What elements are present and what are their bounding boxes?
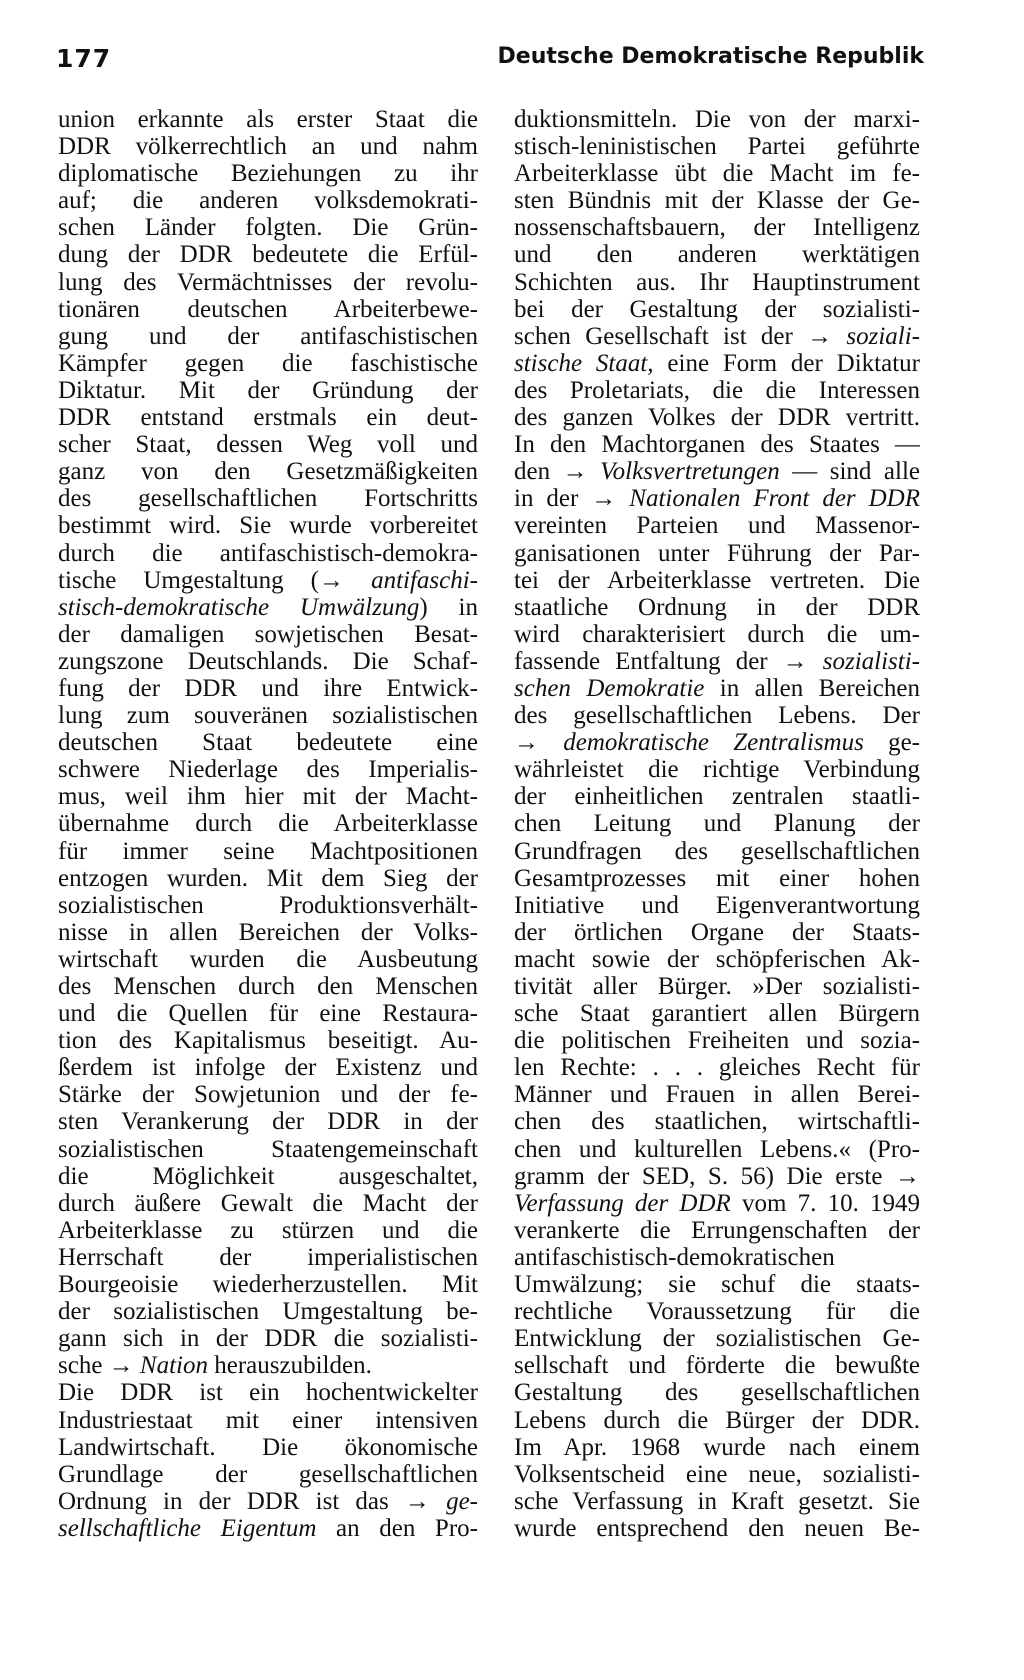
text-segment: bei der Gestaltung der sozialisti- xyxy=(514,295,920,323)
text-segment: Grundfragen des gesellschaftlichen xyxy=(514,837,920,865)
text-line xyxy=(514,783,920,810)
text-line xyxy=(58,431,478,458)
text-segment: vom 7. 10. 1949 xyxy=(730,1189,920,1217)
text-segment: macht sowie der schöpferischen Ak- xyxy=(514,945,920,973)
text-line xyxy=(514,1298,920,1325)
text-line xyxy=(58,675,478,702)
text-line xyxy=(514,1407,920,1434)
text-line xyxy=(58,1217,478,1244)
text-segment: deutschen Staat bedeutete eine xyxy=(58,729,478,757)
text-segment: eine Form der Diktatur xyxy=(653,349,920,377)
text-line xyxy=(58,1352,478,1379)
text-line xyxy=(58,1515,478,1542)
text-line xyxy=(58,404,478,431)
text-segment: dung der DDR bedeutete die Erfül- xyxy=(58,241,478,269)
text-line xyxy=(58,892,478,919)
italic-cross-reference: sozialisti- xyxy=(822,647,920,675)
text-segment: herauszubilden. xyxy=(208,1352,372,1380)
italic-cross-reference: stisch-demokratische Umwälzung xyxy=(58,593,420,621)
text-segment: sozialistischen Staatengemeinschaft xyxy=(58,1135,478,1163)
text-segment: gung und der antifaschistischen xyxy=(58,322,478,350)
text-line xyxy=(514,512,920,539)
text-segment: fassende Entfaltung der → xyxy=(514,647,823,675)
text-segment: an den Pro- xyxy=(316,1514,478,1542)
text-line xyxy=(514,1027,920,1054)
text-line xyxy=(58,350,478,377)
text-segment: DDR völkerrechtlich an und nahm xyxy=(58,133,478,161)
text-segment: die politischen Freiheiten und sozia- xyxy=(514,1027,920,1055)
text-line xyxy=(514,1379,920,1406)
text-segment: ganisationen unter Führung der Par- xyxy=(514,539,920,567)
text-segment: Grundlage der gesellschaftlichen xyxy=(58,1460,478,1488)
text-segment: sellschaft und förderte die bewußte xyxy=(514,1352,920,1380)
text-line xyxy=(58,1081,478,1108)
text-segment: und die Quellen für eine Restaura- xyxy=(58,1000,478,1028)
text-line xyxy=(58,973,478,1000)
text-segment: sozialistischen Produktionsverhält- xyxy=(58,891,478,919)
text-segment: des Proletariats, die die Interessen xyxy=(514,376,920,404)
text-segment: und den anderen werktätigen xyxy=(514,241,920,269)
text-line xyxy=(58,1407,478,1434)
text-line xyxy=(58,458,478,485)
text-line xyxy=(514,892,920,919)
text-line xyxy=(514,1217,920,1244)
text-line xyxy=(58,729,478,756)
text-segment: gramm der SED, S. 56) Die erste → xyxy=(514,1162,920,1190)
text-segment: sche Staat garantiert allen Bürgern xyxy=(514,1000,920,1028)
text-segment: Herrschaft der imperialistischen xyxy=(58,1243,478,1271)
text-segment: Gesamtprozesses mit einer hohen xyxy=(514,864,920,892)
text-segment: nossenschaftsbauern, der Intelligenz xyxy=(514,214,920,242)
text-line xyxy=(58,214,478,241)
text-segment: den → xyxy=(514,458,601,486)
text-line xyxy=(514,1000,920,1027)
text-segment: chen Leitung und Planung der xyxy=(514,810,920,838)
text-segment: schen Länder folgten. Die Grün- xyxy=(58,214,478,242)
text-line xyxy=(58,783,478,810)
text-segment: Volksentscheid eine neue, sozialisti- xyxy=(514,1460,920,1488)
text-segment: Männer und Frauen in allen Berei- xyxy=(514,1081,920,1109)
text-line xyxy=(514,1488,920,1515)
text-line xyxy=(58,1488,478,1515)
text-segment: bestimmt wird. Sie wurde vorbereitet xyxy=(58,512,478,540)
text-segment: Stärke der Sowjetunion und der fe- xyxy=(58,1081,478,1109)
text-line xyxy=(58,1379,478,1406)
text-segment: ) in xyxy=(419,593,478,621)
text-segment: Initiative und Eigenverantwortung xyxy=(514,891,920,919)
text-line xyxy=(514,431,920,458)
text-line xyxy=(58,1000,478,1027)
text-segment: tische Umgestaltung (→ xyxy=(58,566,372,594)
text-line xyxy=(58,1298,478,1325)
text-line xyxy=(514,1515,920,1542)
text-segment: Lebens durch die Bürger der DDR. xyxy=(514,1406,920,1434)
text-line xyxy=(514,1271,920,1298)
text-segment: der örtlichen Organe der Staats- xyxy=(514,918,920,946)
text-segment: Arbeiterklasse zu stürzen und die xyxy=(58,1216,478,1244)
text-line xyxy=(514,160,920,187)
text-line xyxy=(58,106,478,133)
text-line xyxy=(58,133,478,160)
text-segment: rechtliche Voraussetzung für die xyxy=(514,1298,920,1326)
italic-cross-reference: soziali- xyxy=(846,322,920,350)
text-column-left xyxy=(58,106,478,1542)
text-segment: schen Gesellschaft ist der → xyxy=(514,322,847,350)
text-segment: sten Verankerung der DDR in der xyxy=(58,1108,478,1136)
text-line xyxy=(58,702,478,729)
text-segment: gann sich in der DDR die sozialisti- xyxy=(58,1325,478,1353)
text-line xyxy=(58,1271,478,1298)
text-segment: chen des staatlichen, wirtschaftli- xyxy=(514,1108,920,1136)
text-line xyxy=(514,540,920,567)
text-segment: ge- xyxy=(863,729,920,757)
text-segment: DDR entstand erstmals ein deut- xyxy=(58,404,478,432)
text-segment: die Möglichkeit ausgeschaltet, xyxy=(58,1162,478,1190)
text-segment: Industriestaat mit einer intensiven xyxy=(58,1406,478,1434)
text-segment: mus, weil ihm hier mit der Macht- xyxy=(58,783,478,811)
text-segment: Die DDR ist ein hochentwickelter xyxy=(58,1379,478,1407)
text-line xyxy=(514,756,920,783)
text-segment: tei der Arbeiterklasse vertreten. Die xyxy=(514,566,920,594)
text-line xyxy=(58,919,478,946)
text-segment: der sozialistischen Umgestaltung be- xyxy=(58,1298,478,1326)
text-segment: duktionsmitteln. Die von der marxi- xyxy=(514,106,920,133)
italic-cross-reference: antifaschi- xyxy=(371,566,478,594)
text-line xyxy=(514,1054,920,1081)
text-segment: des gesellschaftlichen Fortschritts xyxy=(58,485,478,513)
italic-cross-reference: Volksvertretungen xyxy=(600,458,780,486)
text-segment: durch äußere Gewalt die Macht der xyxy=(58,1189,478,1217)
text-line xyxy=(58,323,478,350)
text-segment: Landwirtschaft. Die ökonomische xyxy=(58,1433,478,1461)
text-segment: lung zum souveränen sozialistischen xyxy=(58,702,478,730)
text-segment: Bourgeoisie wiederherzustellen. Mit xyxy=(58,1271,478,1299)
text-line xyxy=(514,810,920,837)
italic-cross-reference: Nation xyxy=(139,1352,208,1380)
italic-cross-reference: stische Staat, xyxy=(514,349,654,377)
text-segment: Umwälzung; sie schuf die staats- xyxy=(514,1271,920,1299)
text-line xyxy=(514,1108,920,1135)
text-segment: staatliche Ordnung in der DDR xyxy=(514,593,920,621)
text-segment: sche → xyxy=(58,1352,140,1380)
text-line xyxy=(58,838,478,865)
italic-cross-reference: ge- xyxy=(446,1487,478,1515)
text-line xyxy=(58,241,478,268)
text-line xyxy=(514,350,920,377)
text-line xyxy=(514,1352,920,1379)
text-segment: vereinten Parteien und Massenor- xyxy=(514,512,920,540)
text-segment: len Rechte: . . . gleiches Recht für xyxy=(514,1054,920,1082)
text-segment: → xyxy=(514,729,564,757)
text-segment: der einheitlichen zentralen staatli- xyxy=(514,783,920,811)
text-line xyxy=(58,1434,478,1461)
text-segment: Entwicklung der sozialistischen Ge- xyxy=(514,1325,920,1353)
text-segment: Schichten aus. Ihr Hauptinstrument xyxy=(514,268,920,296)
text-line xyxy=(514,404,920,431)
text-segment: nisse in allen Bereichen der Volks- xyxy=(58,918,478,946)
text-line xyxy=(58,512,478,539)
text-segment: übernahme durch die Arbeiterklasse xyxy=(58,810,478,838)
text-line xyxy=(514,377,920,404)
text-line xyxy=(58,160,478,187)
text-segment: stisch-leninistischen Partei geführte xyxy=(514,133,920,161)
text-line xyxy=(514,1136,920,1163)
text-line xyxy=(58,1027,478,1054)
text-segment: Im Apr. 1968 wurde nach einem xyxy=(514,1433,920,1461)
italic-cross-reference: demokratische Zentralismus xyxy=(563,729,864,757)
text-segment: diplomatische Beziehungen zu ihr xyxy=(58,160,478,188)
text-line xyxy=(514,485,920,512)
text-line xyxy=(58,187,478,214)
text-segment: In den Machtorganen des Staates — xyxy=(514,431,920,459)
text-line xyxy=(514,133,920,160)
text-line xyxy=(514,296,920,323)
italic-cross-reference: sellschaftliche Eigentum xyxy=(58,1514,317,1542)
running-title: Deutsche Demokratische Republik xyxy=(497,44,924,69)
text-segment: Gestaltung des gesellschaftlichen xyxy=(514,1379,920,1407)
text-segment: für immer seine Machtpositionen xyxy=(58,837,478,865)
page-number: 177 xyxy=(56,44,112,73)
text-line xyxy=(58,865,478,892)
text-segment: Kämpfer gegen die faschistische xyxy=(58,349,478,377)
text-segment: entzogen wurden. Mit dem Sieg der xyxy=(58,864,478,892)
text-line xyxy=(58,1054,478,1081)
text-segment: zungszone Deutschlands. Die Schaf- xyxy=(58,647,478,675)
text-segment: währleistet die richtige Verbindung xyxy=(514,756,920,784)
text-line xyxy=(58,377,478,404)
text-line xyxy=(514,1434,920,1461)
text-line xyxy=(58,296,478,323)
text-line xyxy=(514,729,920,756)
text-segment: wirtschaft wurden die Ausbeutung xyxy=(58,945,478,973)
text-segment: wird charakterisiert durch die um- xyxy=(514,620,920,648)
italic-cross-reference: schen Demokratie xyxy=(514,674,705,702)
text-segment: in allen Bereichen xyxy=(704,674,920,702)
text-segment: tionären deutschen Arbeiterbewe- xyxy=(58,295,478,323)
text-line xyxy=(514,1081,920,1108)
text-line xyxy=(58,648,478,675)
text-line xyxy=(514,838,920,865)
text-segment: chen und kulturellen Lebens.« (Pro- xyxy=(514,1135,920,1163)
text-line xyxy=(58,1190,478,1217)
text-line xyxy=(58,1325,478,1352)
page-header xyxy=(56,44,924,84)
text-segment: des ganzen Volkes der DDR vertritt. xyxy=(514,404,920,432)
text-line xyxy=(58,485,478,512)
italic-cross-reference: Verfassung der DDR xyxy=(514,1189,731,1217)
text-line xyxy=(514,106,920,133)
text-segment: union erkannte als erster Staat die xyxy=(58,106,478,133)
text-line xyxy=(58,1163,478,1190)
text-line xyxy=(514,1190,920,1217)
text-segment: verankerte die Errungenschaften der xyxy=(514,1216,920,1244)
text-line xyxy=(514,458,920,485)
text-segment: Arbeiterklasse übt die Macht im fe- xyxy=(514,160,920,188)
text-segment: wurde entsprechend den neuen Be- xyxy=(514,1514,920,1542)
text-line xyxy=(514,1325,920,1352)
text-segment: des gesellschaftlichen Lebens. Der xyxy=(514,702,920,730)
text-line xyxy=(514,675,920,702)
text-segment: in der → xyxy=(514,485,630,513)
text-line xyxy=(58,810,478,837)
text-column-right xyxy=(514,106,920,1542)
text-segment: lung des Vermächtnisses der revolu- xyxy=(58,268,478,296)
text-line xyxy=(514,919,920,946)
text-segment: tivität aller Bürger. »Der sozialisti- xyxy=(514,973,920,1000)
text-line xyxy=(514,1461,920,1488)
text-segment: — sind alle xyxy=(779,458,920,486)
text-line xyxy=(514,187,920,214)
text-line xyxy=(58,1461,478,1488)
text-line xyxy=(514,567,920,594)
text-segment: ganz von den Gesetzmäßigkeiten xyxy=(58,458,478,486)
text-line xyxy=(514,241,920,268)
text-line xyxy=(58,567,478,594)
text-segment: tion des Kapitalismus beseitigt. Au- xyxy=(58,1027,478,1055)
text-line xyxy=(514,269,920,296)
text-segment: der damaligen sowjetischen Besat- xyxy=(58,620,478,648)
text-line xyxy=(58,946,478,973)
text-segment: auf; die anderen volksdemokrati- xyxy=(58,187,478,215)
text-segment: ßerdem ist infolge der Existenz und xyxy=(58,1054,478,1082)
text-line xyxy=(514,648,920,675)
text-segment: scher Staat, dessen Weg voll und xyxy=(58,431,478,459)
text-segment: sche Verfassung in Kraft gesetzt. Sie xyxy=(514,1487,920,1515)
text-line xyxy=(514,1163,920,1190)
text-segment: des Menschen durch den Menschen xyxy=(58,973,478,1000)
text-line xyxy=(58,1108,478,1135)
text-line xyxy=(58,756,478,783)
text-line xyxy=(58,621,478,648)
text-line xyxy=(58,1244,478,1271)
text-line xyxy=(514,214,920,241)
text-line xyxy=(58,269,478,296)
text-segment: schwere Niederlage des Imperialis- xyxy=(58,756,478,784)
text-segment: Diktatur. Mit der Gründung der xyxy=(58,376,478,404)
text-line xyxy=(58,1136,478,1163)
text-line xyxy=(514,946,920,973)
text-segment: antifaschistisch-demokratischen xyxy=(514,1243,835,1271)
text-line xyxy=(514,323,920,350)
text-line xyxy=(58,540,478,567)
text-segment: Ordnung in der DDR ist das → xyxy=(58,1487,447,1515)
text-line xyxy=(514,865,920,892)
text-line xyxy=(514,1244,920,1271)
text-segment: durch die antifaschistisch-demokra- xyxy=(58,539,478,567)
text-line xyxy=(514,594,920,621)
text-line xyxy=(514,973,920,1000)
text-line xyxy=(514,702,920,729)
text-line xyxy=(514,621,920,648)
italic-cross-reference: Nationalen Front der DDR xyxy=(629,485,920,513)
text-segment: sten Bündnis mit der Klasse der Ge- xyxy=(514,187,920,215)
text-line xyxy=(58,594,478,621)
text-segment: fung der DDR und ihre Entwick- xyxy=(58,674,478,702)
